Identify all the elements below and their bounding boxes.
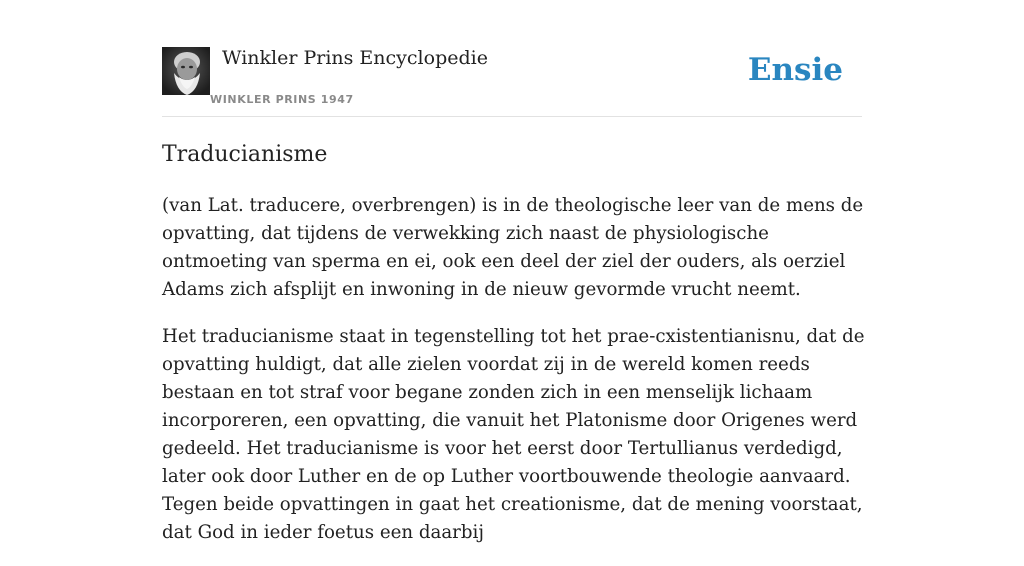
article-paragraph: (van Lat. traducere, overbrengen) is in de theologische leer van de mens de opvatting, dat tijdens de verwekking zich naast de physiologische ontmoeting van sperma en ei, ook een deel der ziel der ouders, als oerziel Adams zich afsplijt en inwoning in de nieuw gevormde vrucht neemt. xyxy=(162,195,864,300)
bearded-man-portrait-icon xyxy=(162,47,210,95)
avatar[interactable] xyxy=(162,47,210,95)
article-paragraph: Het traducianisme staat in tegenstelling tot het prae-cxistentianisnu, dat de opvatting huldigt, dat alle zielen voordat zij in de wereld komen reeds bestaan en tot straf voor begane zonden zich in een menselijk lichaam incorporeren, een opvatting, die vanuit het Platonisme door Origenes werd gedeeld. Het traducianisme is voor het eerst door Tertullianus verdedigd, later ook door Luther en de op Luther voortbouwende theologie aanvaard. Tegen beide opvattingen in gaat het creationisme, dat de mening voorstaat, dat God in ieder foetus een daarbij xyxy=(162,326,865,543)
article-body xyxy=(162,192,872,566)
site-header xyxy=(162,46,862,117)
article-title: Traducianisme xyxy=(162,142,328,167)
ensie-logo[interactable]: Ensie xyxy=(747,52,843,88)
site-name[interactable]: Winkler Prins Encyclopedie xyxy=(222,47,488,69)
edition-label[interactable]: WINKLER PRINS 1947 xyxy=(210,93,354,106)
